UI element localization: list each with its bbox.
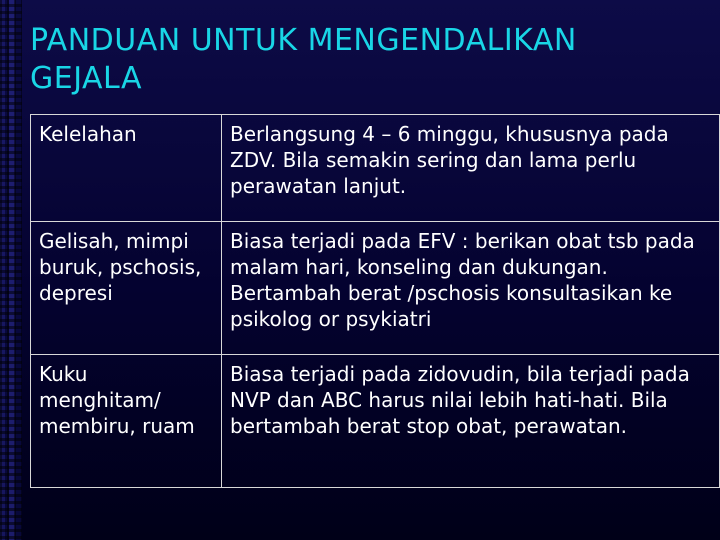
symptom-cell: Gelisah, mimpi buruk, pschosis, depresi: [31, 222, 222, 355]
slide-title: PANDUAN UNTUK MENGENDALIKAN GEJALA: [30, 23, 577, 96]
table-row: [31, 222, 720, 355]
guidance-cell: Berlangsung 4 – 6 minggu, khususnya pada ZDV. Bila semakin sering dan lama perlu perawatan lanjut.: [222, 115, 720, 222]
table-row: [31, 355, 720, 488]
guidance-cell: Biasa terjadi pada EFV : berikan obat tsb pada malam hari, konseling dan dukungan. Bertambah berat /pschosis konsultasikan ke psikolog or psykiatri: [222, 222, 720, 355]
guidance-cell: Biasa terjadi pada zidovudin, bila terjadi pada NVP dan ABC harus nilai lebih hati-hati. Bila bertambah berat stop obat, perawatan.: [222, 355, 720, 488]
symptom-guidance-table: [30, 114, 720, 488]
table-row: [31, 115, 720, 222]
symptom-cell: Kuku menghitam/ membiru, ruam: [31, 355, 222, 488]
decorative-side-pattern: [0, 0, 22, 540]
symptom-cell: Kelelahan: [31, 115, 222, 222]
